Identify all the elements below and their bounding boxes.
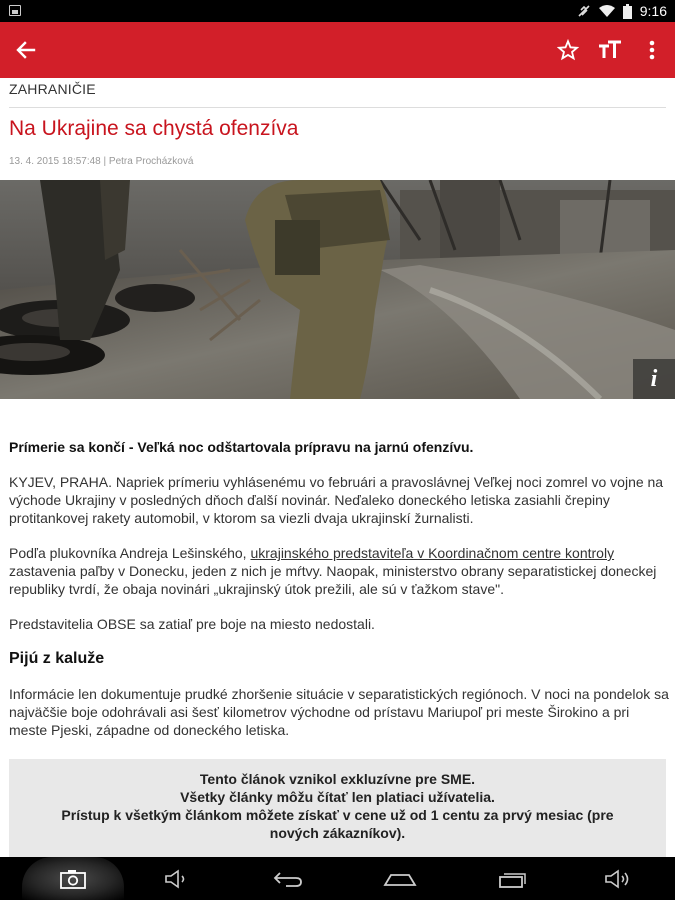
article-paragraph-4: Informácie len dokumentuje prudké zhoršenie situácie v separatistických regiónoch. V noci na pondelok sa najväčšie boje odohrávali asi šesť kilometrov východne od prístavu Mariupoľ pri meste Širokino a pri meste Pjeski, západne od doneckého letiska.	[9, 686, 669, 738]
arrow-back-icon[interactable]	[12, 36, 40, 64]
image-notification-icon	[9, 5, 21, 16]
battery-icon	[623, 4, 632, 19]
home-icon[interactable]	[380, 857, 420, 900]
status-icons	[577, 0, 667, 22]
article-paragraph-2	[9, 544, 669, 598]
article-author[interactable]: Petra Procházková	[108, 156, 194, 167]
back-nav-icon[interactable]	[268, 857, 308, 900]
article-photo[interactable]	[0, 180, 675, 399]
paywall-line-3: Prístup k všetkým článkom môžete získať v cene už od 1 centu za prvý mesiac (pre nových zákazníkov).	[61, 807, 614, 841]
volume-up-icon[interactable]	[600, 857, 636, 900]
meta-separator: |	[100, 156, 109, 167]
paywall-line-1: Tento článok vznikol exkluzívne pre SME.	[199, 771, 476, 787]
article-title: Na Ukrajine sa chystá ofenzíva	[9, 117, 299, 140]
article-perex: Prímerie sa končí - Veľká noc odštartovala prípravu na jarnú ofenzívu.	[9, 439, 474, 455]
volume-down-icon[interactable]	[160, 857, 194, 900]
overflow-menu-icon[interactable]	[639, 36, 665, 64]
recents-icon[interactable]	[494, 857, 532, 900]
status-time: 9:16	[639, 3, 667, 19]
app-bar-actions	[555, 36, 665, 64]
article-date: 13. 4. 2015 18:57:48	[9, 156, 101, 167]
system-nav-bar	[0, 857, 675, 900]
section-divider	[9, 107, 666, 108]
paragraph-2-end: zastavenia paľby v Donecku, jeden z nich je mŕtvy. Naopak, ministerstvo obrany separatistickej doneckej republiky tvrdí, že obaja novinári „ukrajinský útok prežili, ale sú v ťažkom stave".	[9, 563, 657, 597]
text-size-icon[interactable]	[597, 36, 623, 64]
wifi-icon	[599, 5, 615, 18]
article-body	[9, 438, 669, 756]
camera-icon[interactable]	[56, 857, 90, 900]
article-paragraph-3: Predstavitelia OBSE sa zatiaľ pre boje na miesto nedostali.	[9, 616, 375, 632]
article-subheading: Pijú z kaluže	[9, 650, 105, 667]
section-label[interactable]: ZAHRANIČIE	[9, 81, 96, 97]
info-icon[interactable]: i	[633, 359, 675, 399]
signal-off-icon	[577, 4, 591, 18]
photo-scene	[0, 180, 675, 399]
status-bar	[0, 0, 675, 22]
inline-link[interactable]: ukrajinského predstaviteľa v Koordinačnom centre kontroly	[250, 545, 615, 561]
paywall-box	[9, 759, 666, 857]
paywall-line-2: Všetky články môžu čítať len platiaci užívatelia.	[180, 789, 495, 805]
paragraph-2-start: Podľa plukovníka Andreja Lešinského,	[9, 545, 251, 561]
article-paragraph-1: KYJEV, PRAHA. Napriek prímeriu vyhlásenému vo februári a pravoslávnej Veľkej noci zomrel vo vojne na východe Ukrajiny v posledných dňoch ďalší novinár. Neďaleko doneckého letiska zasiahli črepiny protitankovej rakety automobil, v ktorom sa viezli dvaja ukrajinskí žurnalisti.	[9, 474, 664, 526]
star-icon[interactable]	[555, 36, 581, 64]
app-bar	[0, 22, 675, 78]
article-meta	[9, 156, 193, 167]
